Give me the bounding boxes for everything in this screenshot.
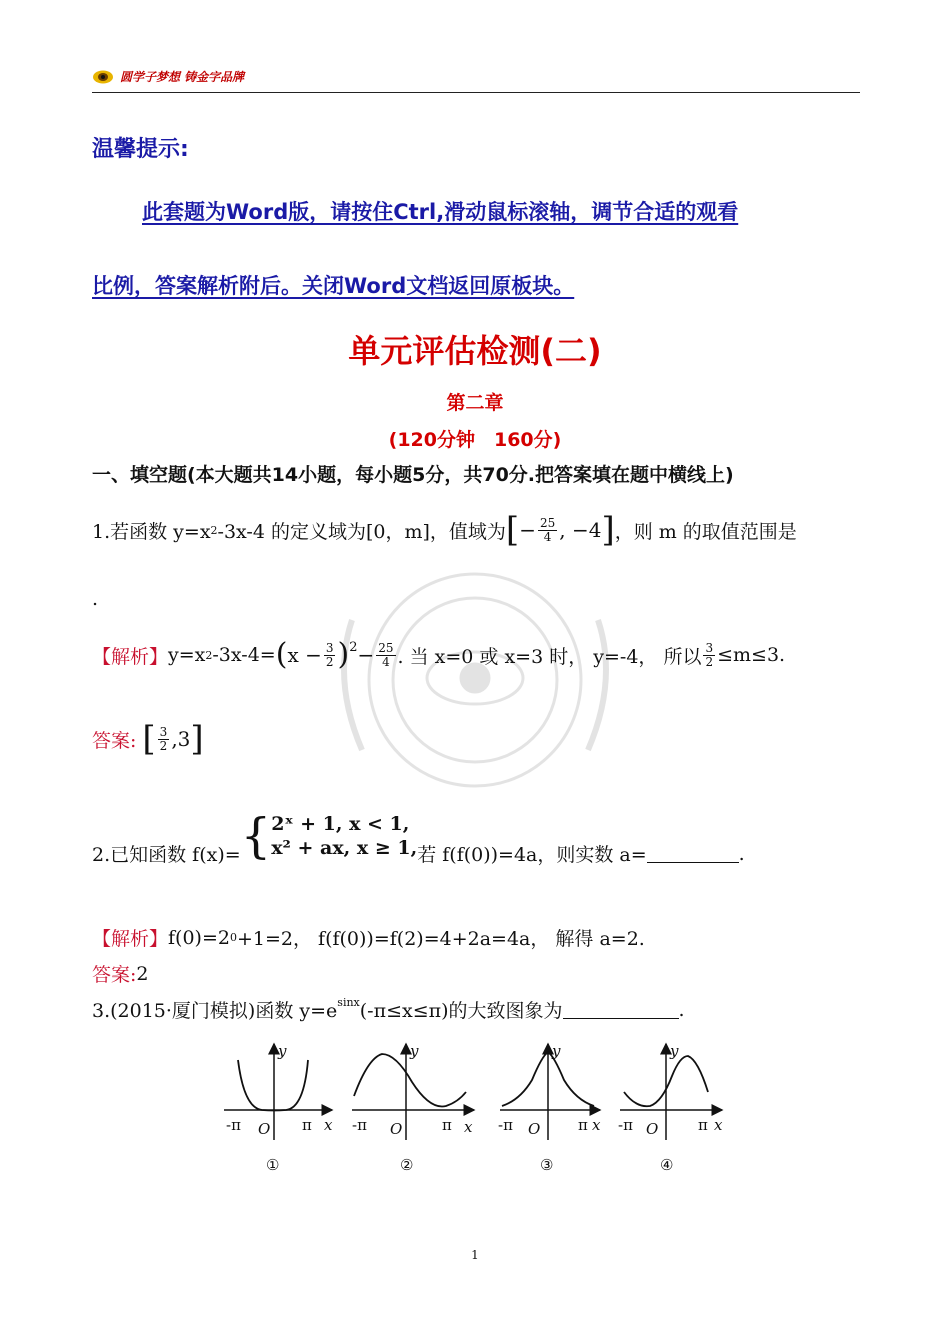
graph-4-origin: O [646, 1120, 659, 1138]
graph-4 [618, 1042, 723, 1174]
q2-cases [271, 812, 417, 860]
q2-stem-part-b: 若 f(f(0))=4a，则实数 a= [417, 844, 647, 866]
duration-label: (120分钟 160分) [388, 429, 562, 451]
graph-1-x-label: x [324, 1116, 333, 1134]
chapter-label: 第二章 [446, 392, 504, 414]
q3-answer-blank [563, 1000, 679, 1019]
q1-stem-part-c: ，则 m 的取值范围是 [614, 520, 797, 543]
q2-analysis-part-b: +1=2， f(f(0))=f(2)=4+2a=4a， 解得 a=2. [236, 928, 645, 950]
q1-answer-denominator: 2 [159, 738, 168, 753]
graph-2-curve [354, 1054, 466, 1107]
header-brand [92, 68, 244, 85]
q1-analysis-fraction-3 [703, 642, 715, 669]
graph-4-pi: π [698, 1116, 708, 1134]
q1-analysis-part-a: y=x [168, 644, 206, 666]
tip-line-1: 此套题为Word版，请按住Ctrl,滑动鼠标滚轴，调节合适的观看 [142, 200, 739, 224]
graph-3-neg-pi: -π [498, 1116, 513, 1134]
q3-stem-part-b: (-π≤x≤π)的大致图象为 [359, 1000, 563, 1022]
q1-answer-left-bracket: [ [142, 719, 156, 759]
q3-graphs [222, 1040, 732, 1180]
q1-answer-tail: ,3 [171, 727, 191, 751]
q2-brace: { [240, 807, 272, 864]
q1-answer [92, 719, 204, 759]
q2-case-2: x² + ax, x ≥ 1, [271, 836, 418, 859]
q1-range-fraction [538, 517, 557, 544]
q2-answer-tag: 答案: [92, 964, 137, 986]
brand-logo-icon [92, 69, 114, 85]
q2-stem [92, 804, 745, 867]
q1-analysis-left-paren: ( [275, 637, 288, 672]
q3-stem-part-a: 3.(2015·厦门模拟)函数 y=e [92, 1000, 338, 1022]
q2-analysis [92, 924, 645, 951]
q1-analysis-power: 2 [349, 640, 358, 655]
q1-analysis [92, 637, 786, 672]
q3-stem-sup: sinx [337, 996, 360, 1009]
graph-2-y-label: y [410, 1042, 419, 1060]
q1-analysis-right-paren: ) [337, 637, 350, 672]
graph-3-y-label: y [552, 1042, 561, 1060]
page-number: 1 [471, 1248, 479, 1262]
section-heading: 一、填空题(本大题共14小题，每小题5分，共70分.把答案填在题中横线上) [92, 464, 734, 486]
q3-stem [92, 996, 685, 1023]
q1-analysis-tag: 【解析】 [92, 645, 169, 668]
tip-title: 温馨提示: [92, 137, 189, 162]
q2-analysis-tag: 【解析】 [92, 928, 169, 950]
q1-analysis-f1-denominator: 2 [325, 654, 334, 669]
q2-answer [92, 960, 149, 987]
graph-3-label: ③ [540, 1156, 554, 1174]
q1-stem-part-a: 1.若函数 y=x [92, 520, 211, 543]
q1-analysis-minus: − [357, 643, 375, 667]
q1-range-numerator: 25 [539, 515, 556, 530]
q1-range-tail: , −4 [559, 518, 602, 542]
q1-analysis-fraction-1 [324, 642, 336, 669]
brand-text: 圆学子梦想 铸金字品牌 [120, 70, 245, 84]
graph-1-y-label: y [278, 1042, 287, 1060]
q1-stem-sup: 2 [210, 523, 218, 537]
q1-answer-fraction [158, 726, 170, 753]
q1-analysis-f2-denominator: 4 [382, 654, 390, 669]
graph-3-origin: O [528, 1120, 541, 1138]
tip-line-2: 比例，答案解析附后。关闭Word文档返回原板块。 [92, 274, 575, 298]
q2-case-1: 2ˣ + 1, x < 1, [271, 812, 410, 835]
q1-analysis-f3-numerator: 3 [705, 640, 714, 655]
q1-answer-numerator: 3 [159, 724, 168, 739]
graph-2-x-label: x [464, 1118, 473, 1136]
graph-4-label: ④ [660, 1156, 674, 1174]
q1-analysis-fraction-2 [376, 642, 395, 669]
q1-analysis-f3-denominator: 2 [705, 654, 714, 669]
q1-range-minus: − [519, 518, 536, 542]
q1-analysis-f2-numerator: 25 [378, 640, 394, 655]
graph-1-neg-pi: -π [226, 1116, 241, 1134]
q1-stem-dot: . [92, 588, 99, 610]
header-rule [92, 92, 860, 93]
q1-analysis-part-b: -3x-4= [212, 644, 276, 666]
watermark-seal-icon [272, 560, 678, 800]
q1-stem [92, 510, 797, 550]
q1-answer-tag: 答案: [92, 729, 137, 752]
q1-answer-right-bracket: ] [190, 719, 204, 759]
q2-answer-blank [647, 844, 739, 863]
graph-3 [498, 1042, 601, 1174]
graph-1-curve [238, 1060, 308, 1111]
q1-analysis-part-c: . 当 x=0 或 x=3 时， y=-4， 所以 [397, 645, 702, 668]
q2-piecewise [240, 807, 418, 864]
graph-4-x-label: x [714, 1116, 723, 1134]
graph-2-neg-pi: -π [352, 1116, 367, 1134]
q2-answer-value: 2 [136, 962, 149, 985]
graph-1 [224, 1042, 333, 1174]
q1-analysis-part-d: ≤m≤3. [717, 644, 786, 666]
q2-stem-part-c: . [738, 842, 745, 865]
graph-2-pi: π [442, 1116, 452, 1134]
q2-analysis-sup: 0 [229, 931, 237, 944]
graph-4-y-label: y [670, 1042, 679, 1060]
graph-4-neg-pi: -π [618, 1116, 633, 1134]
q1-analysis-f1-numerator: 3 [325, 640, 334, 655]
graph-3-x-label: x [592, 1116, 601, 1134]
graph-1-origin: O [258, 1120, 271, 1138]
graph-1-label: ① [266, 1156, 280, 1174]
q1-stem-part-b: -3x-4 的定义域为[0，m]，值域为 [217, 520, 506, 543]
q1-range-right-bracket: ] [601, 510, 615, 550]
q1-analysis-x-minus: x − [287, 643, 322, 667]
document-title: 单元评估检测(二) [348, 332, 602, 370]
graph-3-pi: π [578, 1116, 588, 1134]
q2-stem-part-a: 2.已知函数 f(x)= [92, 844, 241, 866]
q1-range-left-bracket: [ [505, 510, 520, 550]
graph-2-label: ② [400, 1156, 414, 1174]
graph-2-origin: O [390, 1120, 403, 1138]
q3-stem-part-c: . [678, 998, 685, 1021]
graph-1-pi: π [302, 1116, 312, 1134]
q2-analysis-part-a: f(0)=2 [168, 926, 230, 949]
q1-analysis-sup: 2 [205, 648, 213, 662]
graph-2 [352, 1042, 474, 1174]
q1-range-denominator: 4 [543, 529, 552, 544]
